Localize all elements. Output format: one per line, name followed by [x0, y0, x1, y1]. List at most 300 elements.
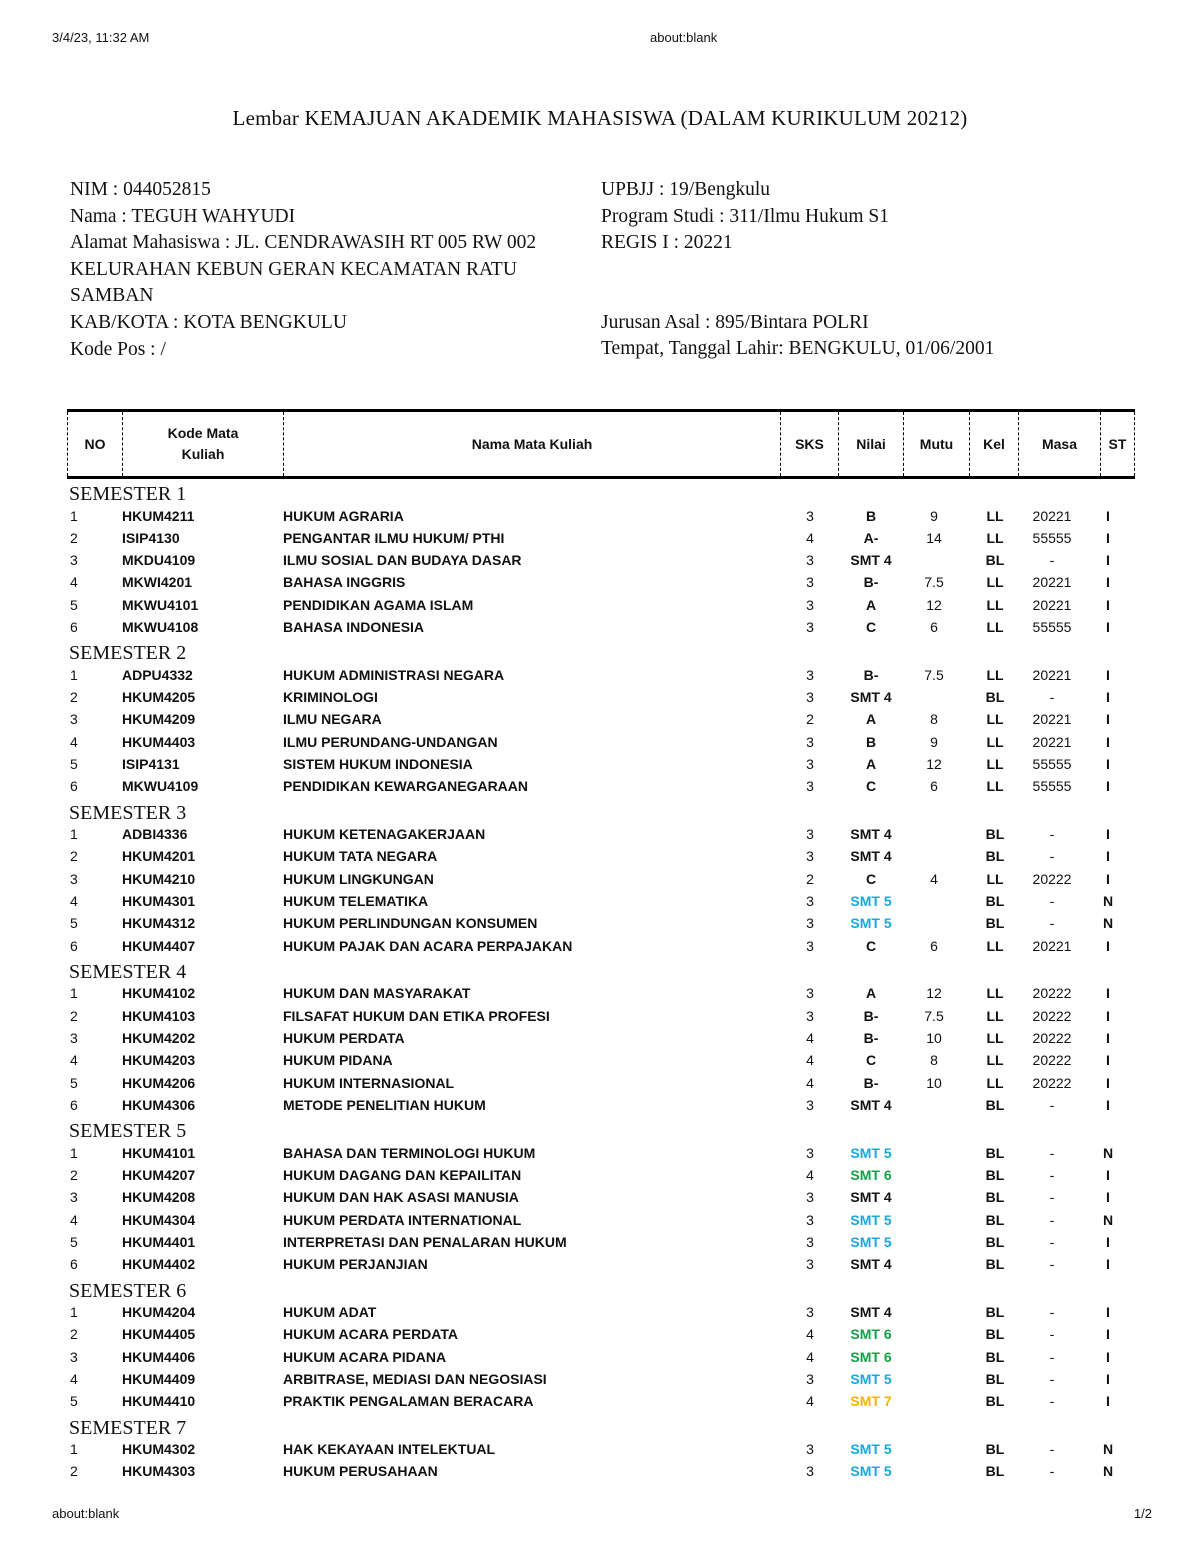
cell-kel: BL — [985, 1144, 1005, 1161]
course-row — [0, 595, 1200, 615]
cell-nama: HUKUM DAN MASYARAKAT — [283, 985, 471, 1002]
cell-kode: HKUM4301 — [122, 893, 196, 909]
semester-title: SEMESTER 3 — [69, 801, 187, 824]
cell-kel: BL — [985, 1211, 1005, 1228]
course-row — [0, 869, 1200, 889]
cell-sks: 3 — [806, 1441, 814, 1457]
cell-masa: 20222 — [1032, 1052, 1072, 1069]
student-info-right — [601, 177, 1161, 363]
cell-no: 6 — [70, 619, 78, 635]
course-row — [0, 617, 1200, 637]
cell-sks: 3 — [806, 1144, 814, 1161]
cell-kel: BL — [985, 1256, 1005, 1273]
cell-kel: LL — [986, 596, 1004, 613]
course-row — [0, 1254, 1200, 1274]
cell-nilai: B- — [863, 1074, 879, 1091]
cell-sks: 3 — [806, 689, 814, 706]
cell-kode: HKUM4206 — [122, 1074, 196, 1091]
cell-masa: 20221 — [1032, 733, 1072, 750]
cell-no: 3 — [70, 1030, 78, 1046]
cell-kode: HKUM4407 — [122, 937, 196, 954]
cell-nilai: B- — [863, 574, 879, 591]
cell-kel: BL — [985, 1304, 1005, 1320]
cell-no: 4 — [70, 1211, 78, 1228]
cell-kode: HKUM4205 — [122, 689, 196, 706]
cell-no: 2 — [70, 848, 78, 865]
cell-st: I — [1106, 711, 1110, 728]
cell-sks: 4 — [806, 1326, 814, 1343]
cell-st: I — [1106, 1233, 1110, 1250]
course-row — [0, 732, 1200, 752]
cell-sks: 3 — [806, 1370, 814, 1387]
cell-kel: BL — [985, 1233, 1005, 1250]
header-mutu: Mutu — [903, 412, 969, 476]
cell-mutu: 4 — [930, 870, 938, 887]
cell-no: 5 — [70, 1233, 78, 1250]
cell-st: I — [1106, 666, 1110, 683]
cell-nilai: SMT 6 — [850, 1326, 892, 1343]
cell-st: I — [1106, 848, 1110, 865]
cell-st: I — [1106, 985, 1110, 1002]
cell-no: 4 — [70, 574, 78, 591]
course-row — [0, 528, 1200, 548]
cell-kel: LL — [986, 1074, 1004, 1091]
cell-mutu: 7.5 — [924, 666, 944, 683]
course-row — [0, 846, 1200, 866]
cell-masa: 20221 — [1032, 711, 1072, 728]
course-row — [0, 1095, 1200, 1115]
cell-sks: 3 — [806, 1304, 814, 1320]
cell-mutu: 14 — [926, 529, 942, 546]
course-row — [0, 776, 1200, 796]
course-row — [0, 550, 1200, 570]
cell-masa: 55555 — [1032, 529, 1072, 546]
cell-no: 6 — [70, 778, 78, 795]
cell-kode: MKWU4108 — [122, 619, 199, 635]
cell-nama: HUKUM PERJANJIAN — [283, 1256, 428, 1273]
cell-kode: HKUM4209 — [122, 711, 196, 728]
cell-nilai: C — [865, 778, 877, 795]
cell-kode: HKUM4211 — [122, 507, 195, 524]
cell-masa: 55555 — [1032, 756, 1072, 772]
cell-nilai: A- — [863, 529, 879, 546]
cell-st: I — [1106, 756, 1110, 772]
cell-sks: 3 — [806, 507, 814, 524]
cell-nilai: SMT 4 — [850, 1256, 892, 1273]
footer-url: about:blank — [52, 1506, 120, 1521]
cell-nilai: SMT 5 — [850, 915, 892, 932]
cell-nilai: SMT 4 — [850, 1189, 892, 1206]
cell-no: 4 — [70, 733, 78, 750]
cell-masa: - — [1049, 848, 1055, 865]
cell-masa: 20221 — [1032, 666, 1072, 683]
upbjj-field: UPBJJ : 19/Bengkulu — [601, 179, 771, 200]
cell-masa: - — [1049, 893, 1055, 909]
cell-masa: - — [1049, 1167, 1055, 1183]
cell-mutu: 12 — [926, 596, 942, 613]
cell-st: I — [1106, 689, 1110, 706]
course-row — [0, 572, 1200, 592]
cell-nilai: A — [865, 985, 877, 1002]
course-row — [0, 1369, 1200, 1389]
print-url: about:blank — [650, 30, 718, 45]
cell-no: 1 — [70, 1144, 78, 1161]
cell-mutu: 9 — [930, 507, 938, 524]
cell-st: I — [1106, 937, 1110, 954]
course-row — [0, 983, 1200, 1003]
cell-mutu: 10 — [926, 1074, 942, 1091]
cell-kode: HKUM4103 — [122, 1007, 196, 1024]
cell-sks: 4 — [806, 1167, 814, 1183]
cell-kode: MKWU4101 — [122, 596, 199, 613]
cell-kel: BL — [985, 1441, 1005, 1457]
cell-nama: KRIMINOLOGI — [283, 689, 378, 706]
cell-nilai: B — [865, 733, 877, 750]
cell-no: 1 — [70, 507, 78, 524]
cell-kel: LL — [986, 619, 1004, 635]
cell-sks: 3 — [806, 985, 814, 1002]
course-row — [0, 1028, 1200, 1048]
cell-nama: PENDIDIKAN KEWARGANEGARAAN — [283, 778, 529, 795]
cell-nama: HUKUM KETENAGAKERJAAN — [283, 826, 486, 843]
cell-kel: BL — [985, 1189, 1005, 1206]
cell-kel: LL — [986, 507, 1004, 524]
cell-kode: HKUM4101 — [122, 1144, 196, 1161]
cell-kode: HKUM4201 — [122, 848, 196, 865]
course-row — [0, 709, 1200, 729]
cell-nilai: B- — [863, 666, 879, 683]
cell-masa: 20222 — [1032, 985, 1072, 1002]
cell-kode: HKUM4402 — [122, 1256, 196, 1273]
header-no: NO — [67, 412, 122, 476]
header-st: ST — [1100, 412, 1135, 476]
cell-kode: HKUM4405 — [122, 1326, 196, 1343]
jurusan-field: Jurusan Asal : 895/Bintara POLRI — [601, 311, 869, 333]
cell-masa: - — [1049, 1326, 1055, 1343]
cell-kode: MKDU4109 — [122, 552, 196, 569]
course-row — [0, 1187, 1200, 1207]
cell-kel: LL — [986, 985, 1004, 1002]
cell-sks: 4 — [806, 1030, 814, 1046]
cell-kode: HKUM4406 — [122, 1348, 196, 1365]
cell-nilai: SMT 6 — [850, 1348, 892, 1365]
course-row — [0, 1006, 1200, 1026]
cell-kode: ISIP4131 — [122, 756, 180, 772]
course-row — [0, 1347, 1200, 1367]
cell-kode: HKUM4403 — [122, 733, 196, 750]
cell-nilai: SMT 7 — [850, 1393, 892, 1410]
cell-masa: - — [1049, 1393, 1055, 1410]
cell-masa: - — [1049, 1233, 1055, 1250]
cell-no: 5 — [70, 1393, 78, 1410]
cell-no: 5 — [70, 1074, 78, 1091]
cell-kel: BL — [985, 552, 1005, 569]
cell-sks: 3 — [806, 848, 814, 865]
cell-nilai: B- — [863, 1030, 879, 1046]
cell-nama: HUKUM INTERNASIONAL — [283, 1074, 455, 1091]
cell-nama: BAHASA DAN TERMINOLOGI HUKUM — [283, 1144, 536, 1161]
cell-no: 4 — [70, 1370, 78, 1387]
cell-no: 3 — [70, 870, 78, 887]
cell-kel: LL — [986, 778, 1004, 795]
cell-nilai: SMT 4 — [850, 1304, 892, 1320]
cell-st: N — [1102, 1441, 1114, 1457]
cell-no: 5 — [70, 756, 78, 772]
cell-st: I — [1106, 1074, 1110, 1091]
cell-st: I — [1106, 733, 1110, 750]
cell-nilai: SMT 5 — [850, 1233, 892, 1250]
cell-nama: HUKUM ADAT — [283, 1304, 377, 1320]
cell-mutu: 8 — [930, 1052, 938, 1069]
cell-st: N — [1102, 893, 1114, 909]
cell-nilai: SMT 4 — [850, 848, 892, 865]
cell-st: I — [1106, 1370, 1110, 1387]
cell-nama: HUKUM AGRARIA — [283, 507, 404, 524]
cell-kode: HKUM4202 — [122, 1030, 196, 1046]
cell-kel: LL — [986, 529, 1004, 546]
cell-mutu: 6 — [930, 937, 938, 954]
course-row — [0, 506, 1200, 526]
cell-no: 6 — [70, 1256, 78, 1273]
cell-mutu: 12 — [926, 985, 942, 1002]
ttl-field: Tempat, Tanggal Lahir: BENGKULU, 01/06/2001 — [601, 338, 995, 360]
cell-kode: HKUM4207 — [122, 1167, 196, 1183]
cell-nilai: SMT 4 — [850, 826, 892, 843]
cell-nama: HUKUM DAN HAK ASASI MANUSIA — [283, 1189, 519, 1206]
cell-nama: HUKUM ADMINISTRASI NEGARA — [283, 666, 505, 683]
cell-kel: BL — [985, 1393, 1005, 1410]
cell-mutu: 8 — [930, 711, 938, 728]
cell-sks: 4 — [806, 1074, 814, 1091]
cell-kode: HKUM4312 — [122, 915, 196, 932]
cell-masa: - — [1049, 826, 1055, 843]
cell-nama: PRAKTIK PENGALAMAN BERACARA — [283, 1393, 534, 1410]
course-row — [0, 1050, 1200, 1070]
cell-st: I — [1106, 619, 1110, 635]
cell-masa: - — [1049, 1189, 1055, 1206]
course-row — [0, 891, 1200, 911]
cell-nama: HUKUM PAJAK DAN ACARA PERPAJAKAN — [283, 937, 573, 954]
kabkota-field: KAB/KOTA : KOTA BENGKULU — [70, 311, 347, 333]
cell-sks: 3 — [806, 619, 814, 635]
cell-mutu: 7.5 — [924, 1007, 944, 1024]
cell-st: I — [1106, 1189, 1110, 1206]
cell-masa: - — [1049, 1441, 1055, 1457]
semester-title: SEMESTER 7 — [69, 1416, 187, 1439]
cell-kel: BL — [985, 1348, 1005, 1365]
course-row — [0, 687, 1200, 707]
cell-nilai: SMT 4 — [850, 552, 892, 569]
cell-sks: 3 — [806, 915, 814, 932]
cell-nilai: SMT 4 — [850, 689, 892, 706]
cell-kode: HKUM4203 — [122, 1052, 196, 1069]
course-row — [0, 754, 1200, 774]
cell-masa: 20221 — [1032, 574, 1072, 591]
cell-kode: MKWU4109 — [122, 778, 199, 795]
cell-no: 5 — [70, 915, 78, 932]
cell-nama: HUKUM DAGANG DAN KEPAILITAN — [283, 1167, 522, 1183]
cell-kel: LL — [986, 711, 1004, 728]
student-info-left — [70, 177, 595, 363]
page-number: 1/2 — [1133, 1506, 1152, 1521]
cell-masa: 20221 — [1032, 596, 1072, 613]
cell-kel: BL — [985, 1370, 1005, 1387]
cell-mutu: 10 — [926, 1030, 942, 1046]
cell-nama: FILSAFAT HUKUM DAN ETIKA PROFESI — [283, 1007, 550, 1024]
cell-kode: HKUM4210 — [122, 870, 196, 887]
cell-no: 3 — [70, 1189, 78, 1206]
cell-masa: 20221 — [1032, 937, 1072, 954]
cell-nama: SISTEM HUKUM INDONESIA — [283, 756, 473, 772]
cell-nama: ILMU NEGARA — [283, 711, 382, 728]
cell-st: I — [1106, 826, 1110, 843]
cell-nilai: SMT 5 — [850, 1370, 892, 1387]
cell-nama: HUKUM PIDANA — [283, 1052, 393, 1069]
cell-kode: HKUM4409 — [122, 1370, 196, 1387]
semester-title: SEMESTER 2 — [69, 642, 187, 665]
cell-masa: - — [1049, 1256, 1055, 1273]
header-masa: Masa — [1018, 412, 1100, 476]
cell-kel: BL — [985, 1167, 1005, 1183]
print-datetime: 3/4/23, 11:32 AM — [52, 30, 150, 45]
course-row — [0, 1143, 1200, 1163]
cell-no: 1 — [70, 666, 78, 683]
cell-st: I — [1106, 1256, 1110, 1273]
table-header — [67, 409, 1135, 479]
cell-kode: ISIP4130 — [122, 529, 180, 546]
cell-sks: 3 — [806, 826, 814, 843]
cell-kel: LL — [986, 1052, 1004, 1069]
course-row — [0, 1210, 1200, 1230]
nama-field: Nama : TEGUH WAHYUDI — [70, 205, 296, 227]
kodepos-field: Kode Pos : / — [70, 338, 166, 360]
cell-nilai: C — [865, 870, 877, 887]
cell-mutu: 7.5 — [924, 574, 944, 591]
cell-sks: 3 — [806, 552, 814, 569]
cell-no: 1 — [70, 1441, 78, 1457]
course-row — [0, 1461, 1200, 1481]
cell-kode: HKUM4204 — [122, 1304, 196, 1320]
cell-no: 2 — [70, 1007, 78, 1024]
header-nama: Nama Mata Kuliah — [283, 412, 780, 476]
cell-st: I — [1106, 529, 1110, 546]
cell-kel: LL — [986, 937, 1004, 954]
cell-no: 4 — [70, 893, 78, 909]
cell-nilai: B- — [863, 1007, 879, 1024]
header-nilai: Nilai — [838, 412, 903, 476]
course-row — [0, 1232, 1200, 1252]
cell-masa: - — [1049, 1370, 1055, 1387]
cell-st: I — [1106, 870, 1110, 887]
cell-nama: HAK KEKAYAAN INTELEKTUAL — [283, 1441, 496, 1457]
cell-sks: 4 — [806, 1052, 814, 1069]
cell-masa: - — [1049, 1348, 1055, 1365]
info-spacer — [601, 257, 1161, 310]
cell-no: 2 — [70, 1463, 78, 1480]
cell-nilai: SMT 5 — [850, 1211, 892, 1228]
cell-nama: HUKUM PERDATA INTERNATIONAL — [283, 1211, 522, 1228]
cell-masa: - — [1049, 689, 1055, 706]
cell-nama: ILMU SOSIAL DAN BUDAYA DASAR — [283, 552, 522, 569]
cell-nama: ARBITRASE, MEDIASI DAN NEGOSIASI — [283, 1370, 547, 1387]
cell-sks: 3 — [806, 756, 814, 772]
cell-sks: 3 — [806, 1256, 814, 1273]
cell-nilai: C — [865, 619, 877, 635]
cell-masa: 20222 — [1032, 1030, 1072, 1046]
cell-masa: 55555 — [1032, 778, 1072, 795]
cell-mutu: 6 — [930, 778, 938, 795]
cell-kel: BL — [985, 1326, 1005, 1343]
cell-masa: 20221 — [1032, 507, 1072, 524]
cell-kel: BL — [985, 1096, 1005, 1113]
cell-sks: 3 — [806, 1189, 814, 1206]
cell-sks: 4 — [806, 1348, 814, 1365]
print-header — [52, 30, 1152, 48]
cell-masa: - — [1049, 1211, 1055, 1228]
regis-field: REGIS I : 20221 — [601, 232, 733, 254]
cell-sks: 3 — [806, 1233, 814, 1250]
cell-kode: HKUM4302 — [122, 1441, 196, 1457]
cell-no: 5 — [70, 596, 78, 613]
cell-masa: - — [1049, 1096, 1055, 1113]
cell-nama: INTERPRETASI DAN PENALARAN HUKUM — [283, 1233, 567, 1250]
cell-st: I — [1106, 1052, 1110, 1069]
course-row — [0, 913, 1200, 933]
cell-no: 3 — [70, 711, 78, 728]
course-row — [0, 1302, 1200, 1322]
course-row — [0, 936, 1200, 956]
cell-sks: 3 — [806, 1096, 814, 1113]
cell-sks: 3 — [806, 778, 814, 795]
header-kel: Kel — [969, 412, 1018, 476]
cell-sks: 3 — [806, 596, 814, 613]
cell-masa: - — [1049, 915, 1055, 932]
cell-sks: 3 — [806, 574, 814, 591]
cell-nama: HUKUM LINGKUNGAN — [283, 870, 434, 887]
course-row — [0, 824, 1200, 844]
cell-nilai: SMT 5 — [850, 1144, 892, 1161]
cell-sks: 4 — [806, 1393, 814, 1410]
cell-nama: HUKUM ACARA PIDANA — [283, 1348, 447, 1365]
course-row — [0, 1073, 1200, 1093]
cell-nama: PENDIDIKAN AGAMA ISLAM — [283, 596, 474, 613]
cell-mutu: 6 — [930, 619, 938, 635]
cell-nama: HUKUM PERUSAHAAN — [283, 1463, 438, 1480]
cell-kode: HKUM4303 — [122, 1463, 196, 1480]
cell-st: I — [1106, 1030, 1110, 1046]
cell-nama: HUKUM PERDATA — [283, 1030, 405, 1046]
cell-masa: 20222 — [1032, 1074, 1072, 1091]
cell-no: 1 — [70, 1304, 78, 1320]
cell-st: I — [1106, 574, 1110, 591]
cell-masa: 20222 — [1032, 1007, 1072, 1024]
course-row — [0, 1391, 1200, 1411]
cell-st: I — [1106, 1348, 1110, 1365]
nim-field: NIM : 044052815 — [70, 179, 211, 200]
cell-st: N — [1102, 915, 1114, 932]
cell-sks: 3 — [806, 1007, 814, 1024]
cell-st: I — [1106, 1096, 1110, 1113]
cell-mutu: 9 — [930, 733, 938, 750]
cell-kel: LL — [986, 870, 1004, 887]
cell-nilai: SMT 5 — [850, 1441, 892, 1457]
cell-kode: ADPU4332 — [122, 666, 193, 683]
cell-nilai: A — [865, 756, 877, 772]
cell-nilai: B — [865, 507, 877, 524]
cell-kel: BL — [985, 915, 1005, 932]
cell-masa: - — [1049, 1463, 1055, 1480]
cell-nama: HUKUM TELEMATIKA — [283, 893, 429, 909]
